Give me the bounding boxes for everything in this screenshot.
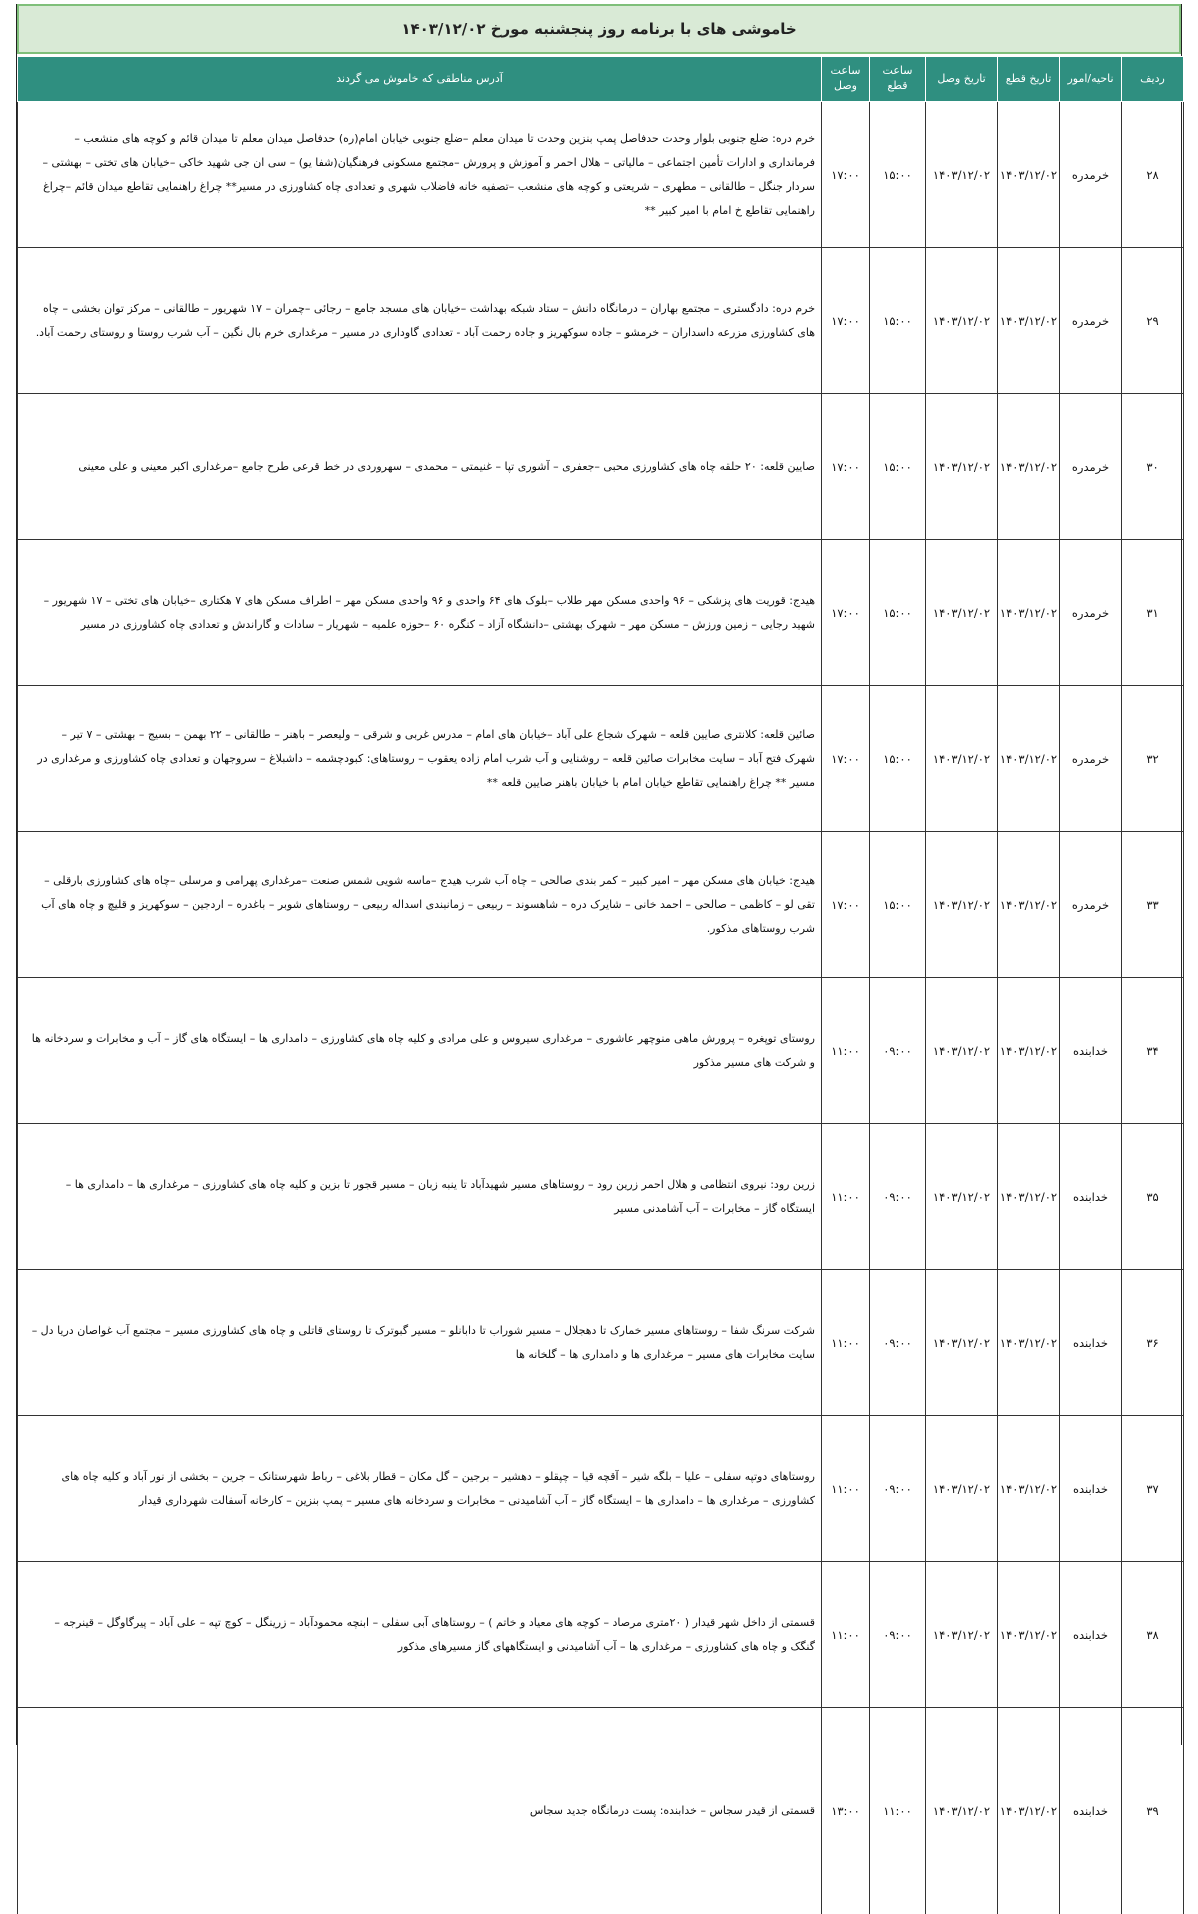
row-number: ۳۷ bbox=[1122, 1416, 1184, 1562]
row-area: خدابنده bbox=[1060, 978, 1122, 1124]
row-connect-time: ۱۱:۰۰ bbox=[822, 1124, 870, 1270]
row-area: خدابنده bbox=[1060, 1708, 1122, 1914]
row-connect-time: ۱۷:۰۰ bbox=[822, 394, 870, 540]
row-area: خرمدره bbox=[1060, 540, 1122, 686]
row-connect-date: ۱۴۰۳/۱۲/۰۲ bbox=[926, 1124, 998, 1270]
row-cut-date: ۱۴۰۳/۱۲/۰۲ bbox=[998, 540, 1060, 686]
row-area: خدابنده bbox=[1060, 1562, 1122, 1708]
row-area: خرمدره bbox=[1060, 832, 1122, 978]
row-area: خرمدره bbox=[1060, 102, 1122, 248]
row-connect-time: ۱۳:۰۰ bbox=[822, 1708, 870, 1914]
row-connect-date: ۱۴۰۳/۱۲/۰۲ bbox=[926, 1270, 998, 1416]
page-title: خاموشی های با برنامه روز پنجشنبه مورخ ۱۴۰۳/۱۲/۰۲ bbox=[17, 4, 1181, 54]
table-row bbox=[18, 978, 1184, 1124]
row-cut-time: ۱۱:۰۰ bbox=[870, 1708, 926, 1914]
row-area: خدابنده bbox=[1060, 1124, 1122, 1270]
row-number: ۳۶ bbox=[1122, 1270, 1184, 1416]
row-connect-date: ۱۴۰۳/۱۲/۰۲ bbox=[926, 978, 998, 1124]
table-row bbox=[18, 1270, 1184, 1416]
table-row bbox=[18, 1416, 1184, 1562]
row-cut-date: ۱۴۰۳/۱۲/۰۲ bbox=[998, 1562, 1060, 1708]
row-cut-date: ۱۴۰۳/۱۲/۰۲ bbox=[998, 102, 1060, 248]
table-row bbox=[18, 394, 1184, 540]
row-number: ۳۱ bbox=[1122, 540, 1184, 686]
row-address: صائین قلعه: کلانتری صایین قلعه – شهرک شجاع علی آباد –خیابان های امام – مدرس غربی و شرقی – ولیعصر – باهنر – طالقانی – ۲۲ بهمن – بسیج – بهشتی – ۷ تیر – شهرک فتح آباد – سایت مخابرات صائین قلعه – روشنایی و آب شرب امام زاده یعقوب – روستاهای: کبودچشمه – داشبلاغ – سروجهان و تعدادی چاه کشاورزی و مرغداری در مسیر ** چراغ راهنمایی تقاطع خیابان امام با خیابان باهنر صایین قلعه ** bbox=[18, 686, 822, 832]
row-connect-date: ۱۴۰۳/۱۲/۰۲ bbox=[926, 832, 998, 978]
table-row bbox=[18, 1124, 1184, 1270]
row-connect-time: ۱۱:۰۰ bbox=[822, 978, 870, 1124]
header-area: ناحیه/امور bbox=[1060, 57, 1122, 102]
row-connect-time: ۱۷:۰۰ bbox=[822, 686, 870, 832]
row-connect-date: ۱۴۰۳/۱۲/۰۲ bbox=[926, 686, 998, 832]
row-address: هیدج: قوریت های پزشکی – ۹۶ واحدی مسکن مهر طلاب –بلوک های ۶۴ واحدی و ۹۶ واحدی مسکن مهر – اطراف مسکن های ۷ هکتاری –خیابان های تختی – ۱۷ شهریور – شهید رجایی – زمین ورزش – مسکن مهر – شهرک بهشتی –دانشگاه آزاد – کنگره ۶۰ –حوزه علمیه – شهریار – سادات و گاراندش و تعدادی چاه کشاورزی در مسیر bbox=[18, 540, 822, 686]
row-connect-date: ۱۴۰۳/۱۲/۰۲ bbox=[926, 1708, 998, 1914]
table-header-row bbox=[18, 57, 1184, 102]
row-connect-time: ۱۷:۰۰ bbox=[822, 102, 870, 248]
row-address: زرین رود: نیروی انتظامی و هلال احمر زرین رود – روستاهای مسیر شهیدآباد تا ینبه زبان – مسیر قجور تا بزین و کلیه چاه های کشاورزی – مرغداری ها – دامداری ها – ایستگاه گاز – مخابرات – آب آشامدنی مسیر bbox=[18, 1124, 822, 1270]
row-connect-time: ۱۱:۰۰ bbox=[822, 1270, 870, 1416]
table-row bbox=[18, 1708, 1184, 1914]
row-address: روستاهای دوتپه سفلی – علیا – بلگه شیر – آقچه قیا – چپقلو – دهشیر – برجین – گل مکان – قطار بلاغی – رباط شهرستانک – جرین – بخشی از نور آباد و کلیه چاه های کشاورزی – مرغداری ها – دامداری ها – ایستگاه گاز – آب آشامیدنی – مخابرات و سردخانه های مسیر – پمپ بنزین – کارخانه آسفالت شهرداری قیدار bbox=[18, 1416, 822, 1562]
row-cut-date: ۱۴۰۳/۱۲/۰۲ bbox=[998, 1416, 1060, 1562]
row-cut-time: ۱۵:۰۰ bbox=[870, 686, 926, 832]
table-row bbox=[18, 540, 1184, 686]
table-row bbox=[18, 832, 1184, 978]
row-number: ۳۸ bbox=[1122, 1562, 1184, 1708]
row-address: روستای توپغره – پرورش ماهی منوچهر عاشوری – مرغداری سیروس و علی مرادی و کلیه چاه های کشاورزی – دامداری ها – ایستگاه های گاز – آب و مخابرات و سردخانه ها و شرکت های مسیر مذکور bbox=[18, 978, 822, 1124]
row-number: ۲۹ bbox=[1122, 248, 1184, 394]
row-number: ۳۵ bbox=[1122, 1124, 1184, 1270]
row-cut-date: ۱۴۰۳/۱۲/۰۲ bbox=[998, 686, 1060, 832]
row-connect-time: ۱۱:۰۰ bbox=[822, 1562, 870, 1708]
row-cut-date: ۱۴۰۳/۱۲/۰۲ bbox=[998, 394, 1060, 540]
row-connect-date: ۱۴۰۳/۱۲/۰۲ bbox=[926, 102, 998, 248]
row-cut-date: ۱۴۰۳/۱۲/۰۲ bbox=[998, 978, 1060, 1124]
row-cut-time: ۱۵:۰۰ bbox=[870, 832, 926, 978]
table-row bbox=[18, 686, 1184, 832]
header-address: آدرس مناطقی که خاموش می گردند bbox=[18, 57, 822, 102]
row-number: ۳۳ bbox=[1122, 832, 1184, 978]
row-area: خدابنده bbox=[1060, 1416, 1122, 1562]
row-cut-time: ۰۹:۰۰ bbox=[870, 978, 926, 1124]
row-cut-time: ۰۹:۰۰ bbox=[870, 1562, 926, 1708]
row-cut-time: ۰۹:۰۰ bbox=[870, 1270, 926, 1416]
row-cut-date: ۱۴۰۳/۱۲/۰۲ bbox=[998, 1270, 1060, 1416]
row-address: قسمتی از داخل شهر قیدار ( ۲۰متری مرصاد – کوچه های معیاد و خاتم ) – روستاهای آبی سفلی – ابنچه محمودآباد – زرینگل – کوچ تپه – علی آباد – پیرگاوگل – قینرجه – گنگک و چاه های کشاورزی – مرغداری ها – آب آشامیدنی و ایستگاههای گاز مسیرهای مذکور bbox=[18, 1562, 822, 1708]
outage-schedule-table bbox=[17, 56, 1184, 1914]
document-page bbox=[16, 4, 1182, 1745]
row-connect-date: ۱۴۰۳/۱۲/۰۲ bbox=[926, 248, 998, 394]
row-area: خرمدره bbox=[1060, 248, 1122, 394]
row-cut-time: ۱۵:۰۰ bbox=[870, 394, 926, 540]
row-cut-time: ۱۵:۰۰ bbox=[870, 540, 926, 686]
table-row bbox=[18, 102, 1184, 248]
row-number: ۳۹ bbox=[1122, 1708, 1184, 1914]
row-area: خرمدره bbox=[1060, 394, 1122, 540]
row-cut-date: ۱۴۰۳/۱۲/۰۲ bbox=[998, 1708, 1060, 1914]
row-number: ۲۸ bbox=[1122, 102, 1184, 248]
row-address: قسمتی از قیدر سجاس – خدابنده: پست درمانگاه جدید سجاس bbox=[18, 1708, 822, 1914]
row-cut-time: ۱۵:۰۰ bbox=[870, 102, 926, 248]
row-area: خدابنده bbox=[1060, 1270, 1122, 1416]
row-connect-date: ۱۴۰۳/۱۲/۰۲ bbox=[926, 394, 998, 540]
row-connect-date: ۱۴۰۳/۱۲/۰۲ bbox=[926, 540, 998, 686]
header-connect-time: ساعت وصل bbox=[822, 57, 870, 102]
row-address: هیدج: خیابان های مسکن مهر – امیر کبیر – کمر بندی صالحی – چاه آب شرب هیدج –ماسه شویی شمس صنعت –مرغداری پهرامی و مرسلی –چاه های کشاورزی بارقلی – تقی لو – کاظمی – صالحی – احمد خانی – شایرک دره – شاهسوند – ربیعی – زمانبندی اسداله ربیعی – روستاهای شوبر – باغدره – اردجین – سوکهریز و قلیچ و چاه های آب شرب روستاهای مذکور. bbox=[18, 832, 822, 978]
row-address: صایین قلعه: ۲۰ حلقه چاه های کشاورزی محبی –جعفری – آشوری تپا – غنیمتی – محمدی – سهروردی در خط قرعی طرح جامع –مرغداری اکبر معینی و علی معینی bbox=[18, 394, 822, 540]
row-address: خرم دره: ضلع جنوبی بلوار وحدت حدفاصل پمپ بنزین وحدت تا میدان معلم –ضلع جنوبی خیابان امام(ره) حدفاصل میدان معلم تا میدان قائم و کوچه های منشعب – فرمانداری و ادارات تأمین اجتماعی – مالیاتی – هلال احمر و آموزش و پرورش –مجتمع مسکونی فرهنگیان(شفا یو) – سی ان جی شهید خاکی –خیابان های تختی – بهشتی –سردار جنگل – طالقانی – مطهری – شریعتی و کوچه های منشعب –تصفیه خانه فاضلاب شهری و تعدادی چاه کشاورزی در مسیر** چراغ راهنمایی تقاطع میدان قائم –چراغ راهنمایی تقاطع خ امام با امیر کبیر ** bbox=[18, 102, 822, 248]
row-connect-time: ۱۷:۰۰ bbox=[822, 832, 870, 978]
row-connect-time: ۱۱:۰۰ bbox=[822, 1416, 870, 1562]
row-connect-time: ۱۷:۰۰ bbox=[822, 248, 870, 394]
row-cut-date: ۱۴۰۳/۱۲/۰۲ bbox=[998, 248, 1060, 394]
row-cut-date: ۱۴۰۳/۱۲/۰۲ bbox=[998, 1124, 1060, 1270]
table-row bbox=[18, 1562, 1184, 1708]
row-address: شرکت سرنگ شفا – روستاهای مسیر خمارک تا دهجلال – مسیر شوراب تا دابانلو – مسیر گبوترک تا روستای قاتلی و چاه های کشاورزی مسیر – مجتمع آب غواصان دریا دل – سایت مخابرات های مسیر – مرغداری ها و دامداری ها – گلخانه ها bbox=[18, 1270, 822, 1416]
row-connect-date: ۱۴۰۳/۱۲/۰۲ bbox=[926, 1416, 998, 1562]
row-cut-date: ۱۴۰۳/۱۲/۰۲ bbox=[998, 832, 1060, 978]
header-cut-date: تاریخ قطع bbox=[998, 57, 1060, 102]
header-row-number: ردیف bbox=[1122, 57, 1184, 102]
row-number: ۳۲ bbox=[1122, 686, 1184, 832]
row-address: خرم دره: دادگستری – مجتمع بهاران – درمانگاه دانش – ستاد شبکه بهداشت –خیابان های مسجد جامع – رجائی –چمران – ۱۷ شهریور – طالقانی – مرکز توان بخشی – چاه های کشاورزی مزرعه داسداران – خرمشو – جاده سوکهریز و جاده رحمت آباد - تعدادی گاوداری در مسیر – مرغداری خرم بال نگین – آب شرب روستا و روستای رحمت آباد. bbox=[18, 248, 822, 394]
header-connect-date: تاریخ وصل bbox=[926, 57, 998, 102]
row-connect-date: ۱۴۰۳/۱۲/۰۲ bbox=[926, 1562, 998, 1708]
row-number: ۳۰ bbox=[1122, 394, 1184, 540]
row-area: خرمدره bbox=[1060, 686, 1122, 832]
row-number: ۳۴ bbox=[1122, 978, 1184, 1124]
table-row bbox=[18, 248, 1184, 394]
header-cut-time: ساعت قطع bbox=[870, 57, 926, 102]
row-cut-time: ۱۵:۰۰ bbox=[870, 248, 926, 394]
row-cut-time: ۰۹:۰۰ bbox=[870, 1124, 926, 1270]
row-cut-time: ۰۹:۰۰ bbox=[870, 1416, 926, 1562]
row-connect-time: ۱۷:۰۰ bbox=[822, 540, 870, 686]
